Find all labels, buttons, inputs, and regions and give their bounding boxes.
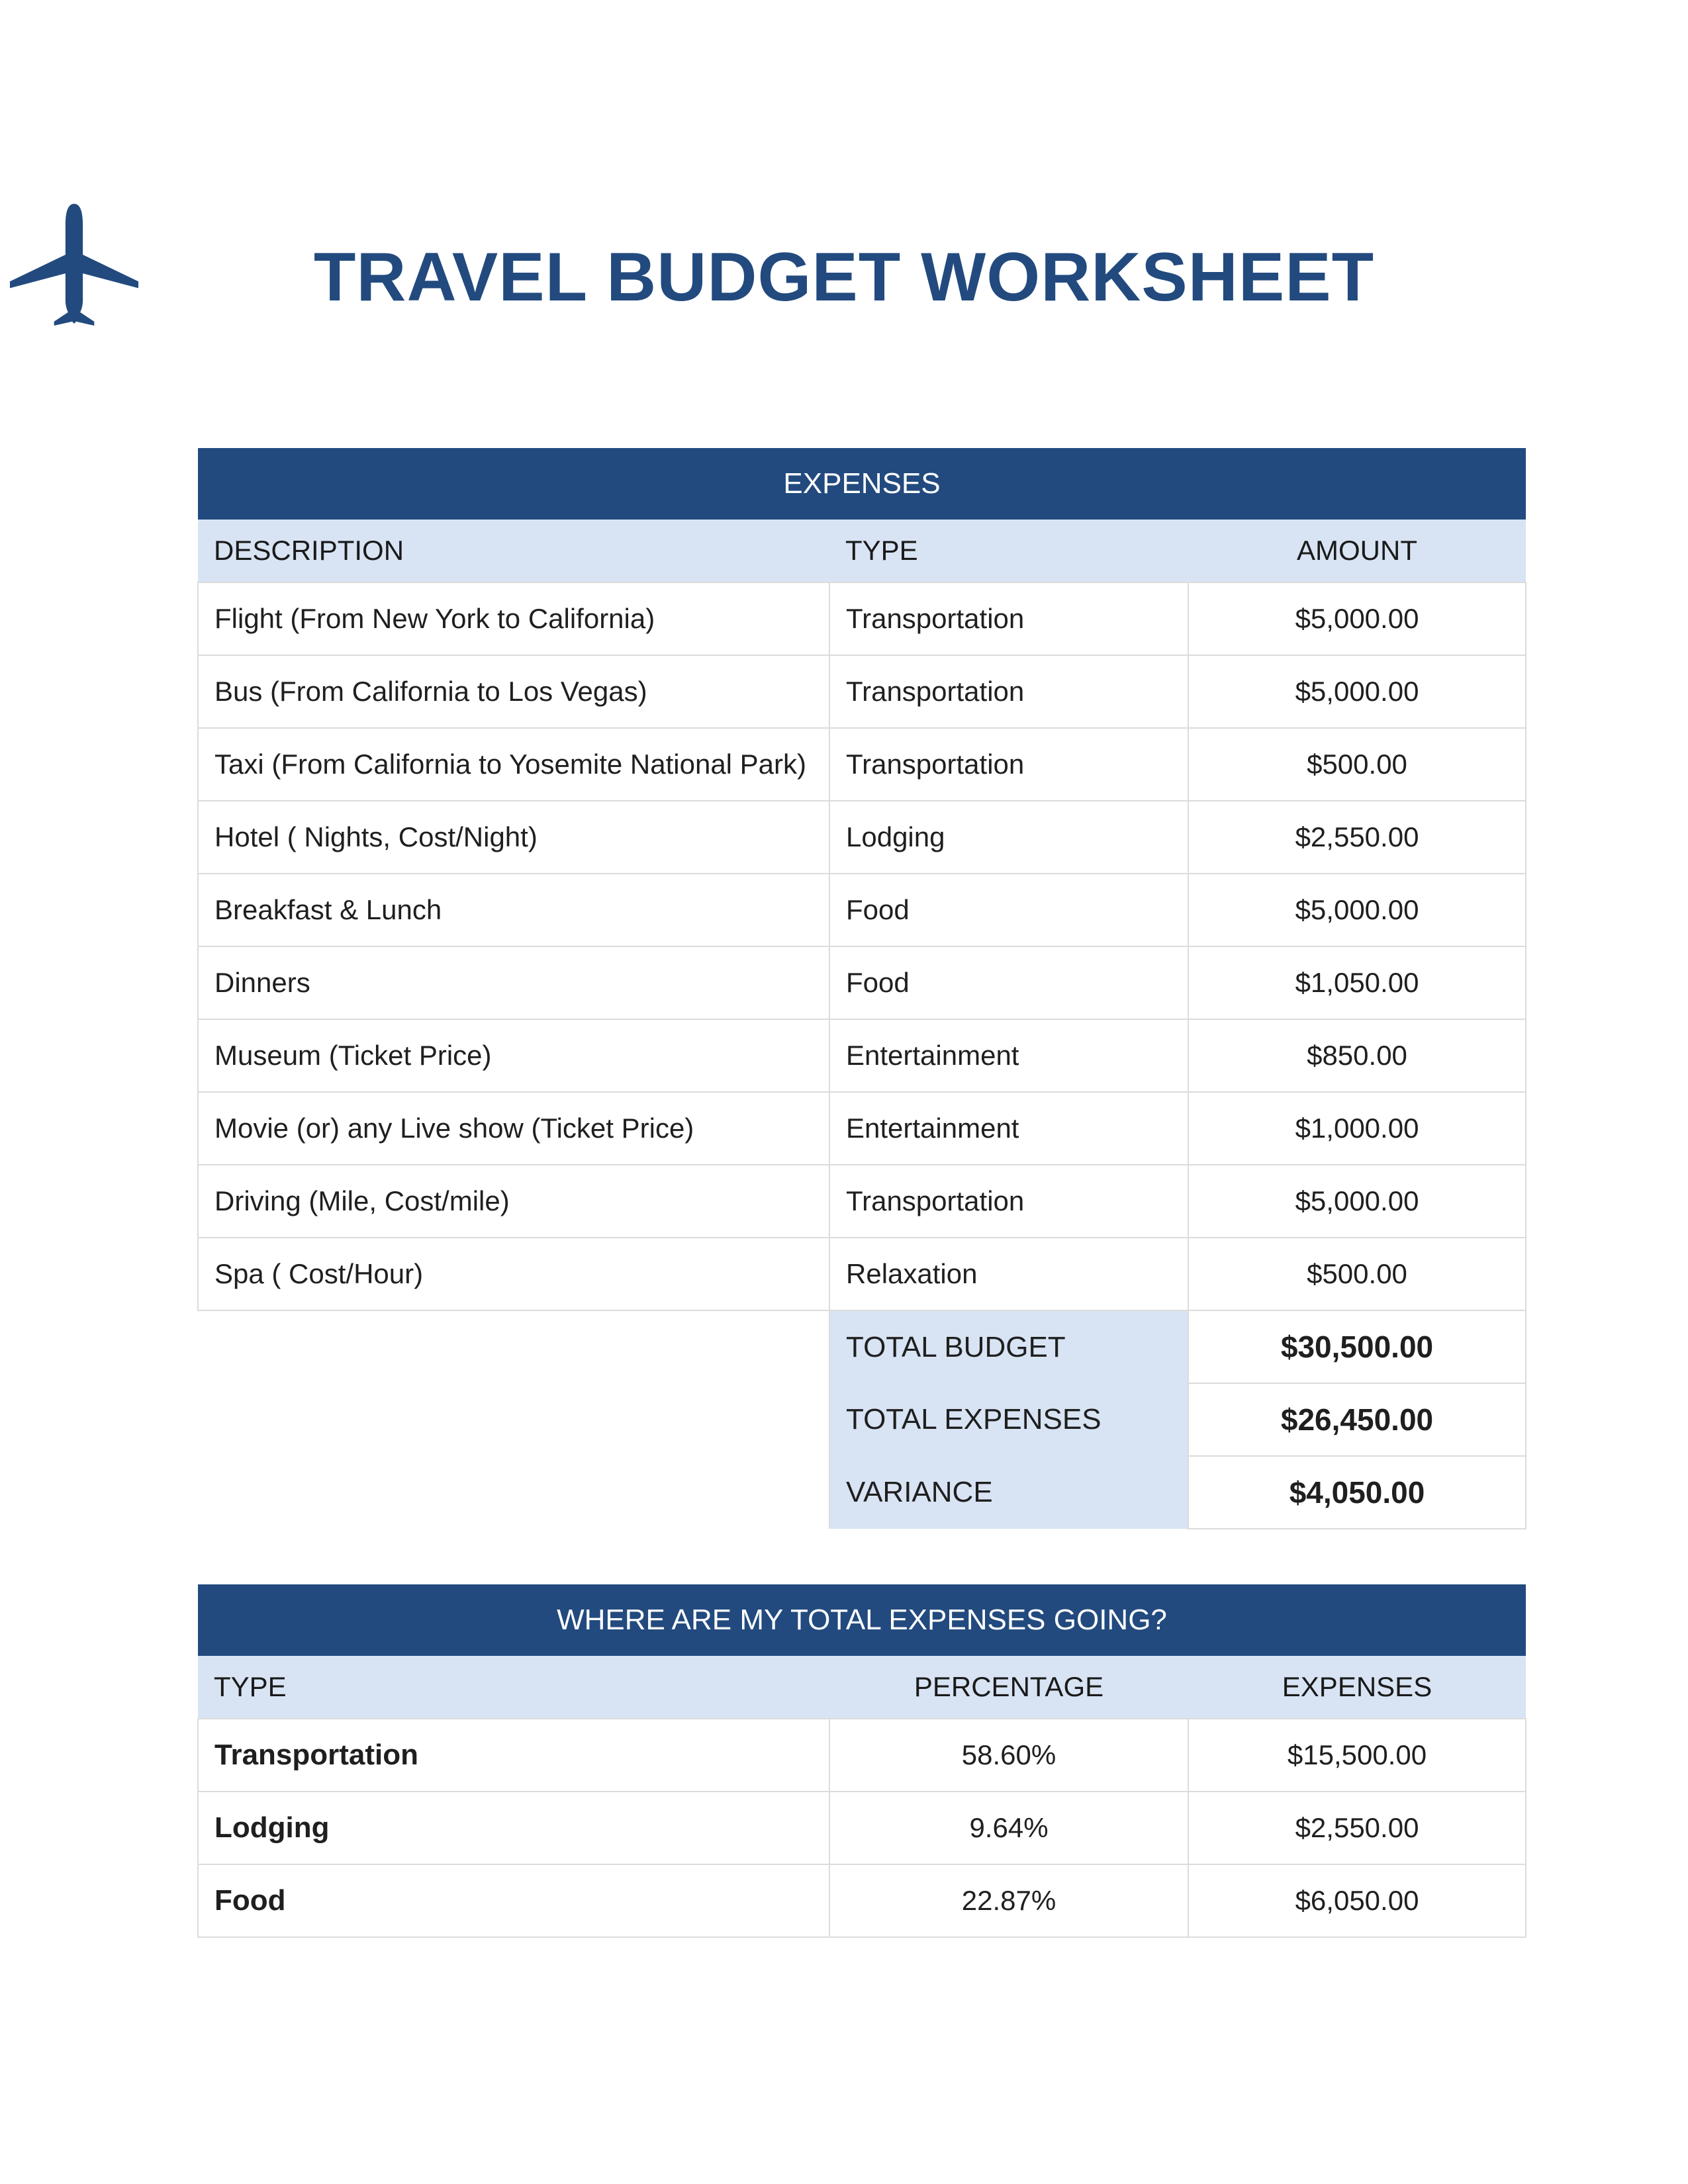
table-row: [198, 946, 1526, 1019]
breakdown-expenses: $15,500.00: [1188, 1719, 1526, 1792]
summary-value: $26,450.00: [1188, 1383, 1526, 1456]
expense-description: Flight (From New York to California): [198, 582, 829, 655]
column-header-expenses: EXPENSES: [1188, 1656, 1526, 1719]
summary-value: $4,050.00: [1188, 1456, 1526, 1529]
summary-value: $30,500.00: [1188, 1310, 1526, 1383]
table-row: [198, 1165, 1526, 1238]
expense-description: Driving (Mile, Cost/mile): [198, 1165, 829, 1238]
summary-row-variance: [198, 1456, 1526, 1529]
table-row: [198, 728, 1526, 801]
expenses-heading: EXPENSES: [198, 448, 1526, 520]
breakdown-percentage: 22.87%: [829, 1864, 1188, 1937]
expense-type: Entertainment: [829, 1092, 1188, 1165]
expense-type: Lodging: [829, 801, 1188, 874]
expense-amount: $1,000.00: [1188, 1092, 1526, 1165]
expense-type: Transportation: [829, 728, 1188, 801]
expense-type: Entertainment: [829, 1019, 1188, 1092]
summary-label: VARIANCE: [829, 1456, 1188, 1529]
summary-label: TOTAL BUDGET: [829, 1310, 1188, 1383]
summary-label: TOTAL EXPENSES: [829, 1383, 1188, 1456]
expense-type: Food: [829, 946, 1188, 1019]
column-header-type: TYPE: [198, 1656, 829, 1719]
breakdown-type: Transportation: [198, 1719, 829, 1792]
expense-amount: $5,000.00: [1188, 655, 1526, 728]
table-row: [198, 582, 1526, 655]
expense-amount: $5,000.00: [1188, 582, 1526, 655]
table-row: [198, 1092, 1526, 1165]
expense-type: Relaxation: [829, 1238, 1188, 1310]
column-header-amount: AMOUNT: [1188, 520, 1526, 582]
expense-description: Hotel ( Nights, Cost/Night): [198, 801, 829, 874]
expense-amount: $5,000.00: [1188, 874, 1526, 946]
summary-row-total-expenses: [198, 1383, 1526, 1456]
expense-description: Bus (From California to Los Vegas): [198, 655, 829, 728]
column-header-type: TYPE: [829, 520, 1188, 582]
expense-description: Dinners: [198, 946, 829, 1019]
table-row: [198, 1238, 1526, 1310]
table-row: [198, 655, 1526, 728]
table-row: [198, 874, 1526, 946]
expenses-table: [197, 448, 1526, 1529]
table-row: [198, 1792, 1526, 1864]
breakdown-table: [197, 1584, 1526, 1938]
expense-amount: $1,050.00: [1188, 946, 1526, 1019]
expense-amount: $2,550.00: [1188, 801, 1526, 874]
expense-description: Taxi (From California to Yosemite National Park): [198, 728, 829, 801]
expense-amount: $500.00: [1188, 728, 1526, 801]
expense-description: Spa ( Cost/Hour): [198, 1238, 829, 1310]
page-title: TRAVEL BUDGET WORKSHEET: [313, 239, 1375, 316]
expense-amount: $500.00: [1188, 1238, 1526, 1310]
breakdown-heading: WHERE ARE MY TOTAL EXPENSES GOING?: [198, 1584, 1526, 1656]
summary-row-total-budget: [198, 1310, 1526, 1383]
expense-type: Transportation: [829, 655, 1188, 728]
expense-type: Transportation: [829, 1165, 1188, 1238]
breakdown-expenses: $2,550.00: [1188, 1792, 1526, 1864]
breakdown-type: Lodging: [198, 1792, 829, 1864]
table-row: [198, 1719, 1526, 1792]
breakdown-percentage: 9.64%: [829, 1792, 1188, 1864]
expense-type: Food: [829, 874, 1188, 946]
column-header-description: DESCRIPTION: [198, 520, 829, 582]
table-row: [198, 801, 1526, 874]
expense-description: Museum (Ticket Price): [198, 1019, 829, 1092]
expense-amount: $850.00: [1188, 1019, 1526, 1092]
table-row: [198, 1864, 1526, 1937]
expense-amount: $5,000.00: [1188, 1165, 1526, 1238]
breakdown-expenses: $6,050.00: [1188, 1864, 1526, 1937]
expense-type: Transportation: [829, 582, 1188, 655]
breakdown-type: Food: [198, 1864, 829, 1937]
expense-description: Breakfast & Lunch: [198, 874, 829, 946]
expense-description: Movie (or) any Live show (Ticket Price): [198, 1092, 829, 1165]
breakdown-percentage: 58.60%: [829, 1719, 1188, 1792]
column-header-percentage: PERCENTAGE: [829, 1656, 1188, 1719]
table-row: [198, 1019, 1526, 1092]
